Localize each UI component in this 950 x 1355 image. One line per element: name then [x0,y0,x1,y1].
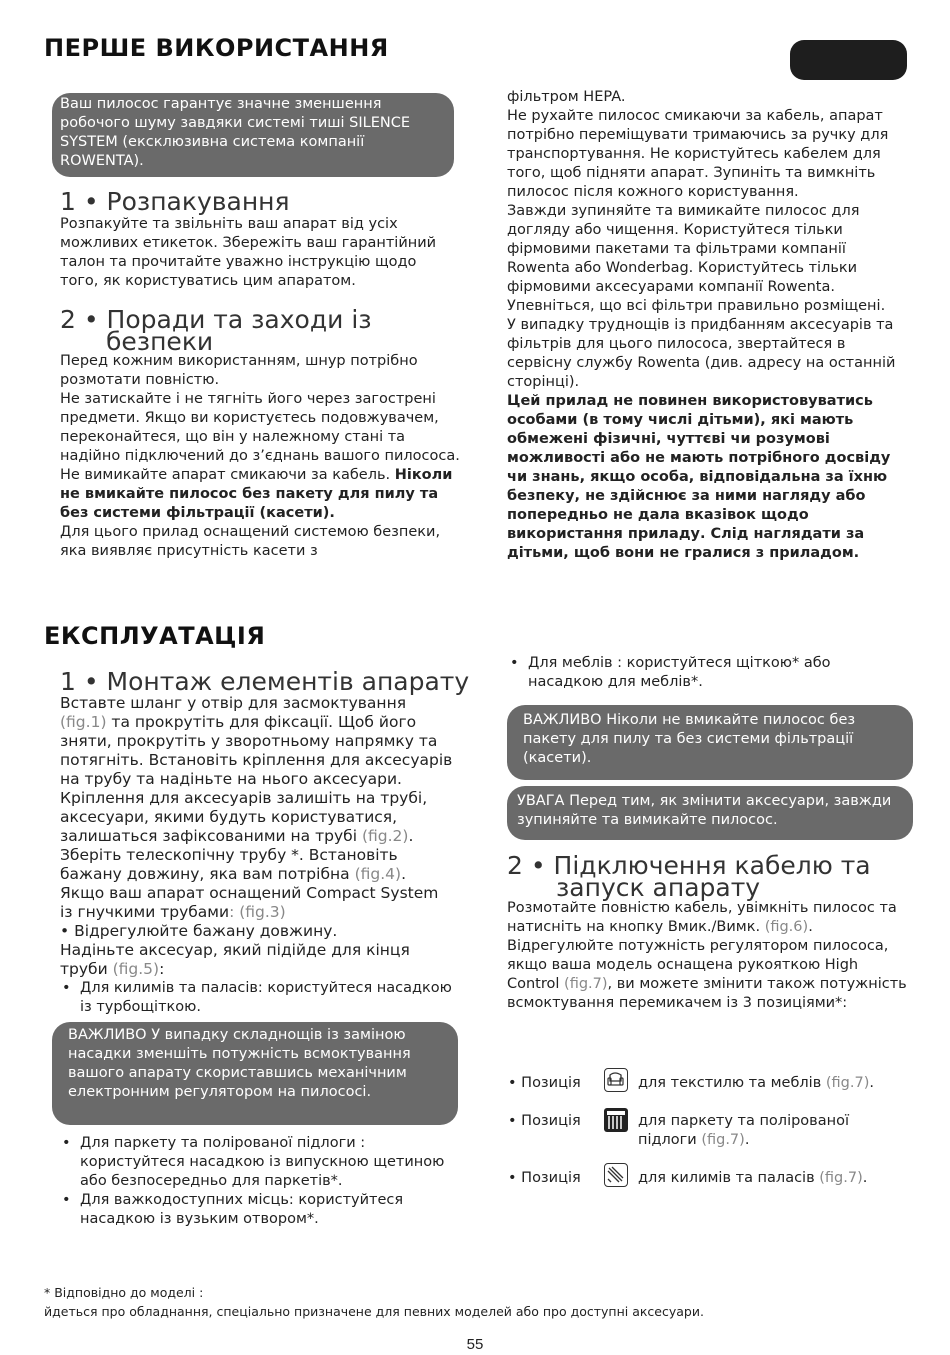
assembly-t5: . [401,865,406,883]
parquet-brush-icon [604,1108,628,1132]
safety-heading-line2: безпеки [106,327,214,356]
position-desc: для килимів та паласів [638,1170,820,1186]
safety-p3-normal: Не вимикайте апарат смикаючи за кабель. [60,467,395,483]
bullet-text: Для меблів : користуйтеся щіткою* або насадкою для меблів*. [528,655,831,690]
safety-p4: Для цього прилад оснащений системою безпеки, яка виявляє присутність касети з [60,524,441,559]
fig-ref: (fig.4) [354,865,402,883]
safety-p3-bold: Ніколи не вмикайте пилосос без пакету для пилу та без системи фільтрації (касети). [60,467,453,521]
cable-heading-line1: 2 • Підключення кабелю та [507,851,871,880]
bullet-parquet: • Для паркету та полірованої підлоги : користуйтеся насадкою із випускною щетиною або безпосередньо для паркетів*. [62,1135,445,1189]
assembly-t2: та прокрутіть для фіксації. Щоб його зняти, прокрутіть у зворотньому напрямку та потягніть. Встановіть кріплення для аксесуарів на трубу та надіньте на нього аксесуари. Кріплення для аксесуарів залишіть на трубі, аксесуари, якими будуть користуватися, залишаться зафіксованими на трубі [60,713,453,845]
furniture-bullet-wrap [508,654,903,692]
assembly-t4: Зберіть телескопічну трубу *. Встановіть бажану довжину, яка вам потрібна [60,846,398,883]
first-use-right-text [507,88,907,563]
fig-ref: (fig.7) [819,1170,863,1186]
cable-p2 [507,937,912,1013]
fig-ref: : (fig.3) [229,903,286,921]
position-label: • Позиція [508,1170,581,1186]
safety-p2: Не затискайте і не тягніть його через загострені предмети. Якщо ви користуєтесь подовжувачем, переконайтеся, що він у належному стані та надійно підключений до з’єднань вашого пилососа. [60,391,460,464]
position-row-carpet [508,1169,918,1188]
position-row-textile [508,1074,918,1093]
right-p6-warning: Цей прилад не повинен використовуватись особами (в тому числі дітьми), які мають обмежені фізичні, чуттєві чи розумові можливості або не мають потрібного досвіду чи знань, якщо особа, відповідальна за їхню безпеку, не здійснює за ними нагляду або попередньо не дала вказівок щодо використання приладу. Слід наглядати за дітьми, щоб вони не гралися з приладом. [507,393,891,561]
cable-t3: Відрегулюйте потужність регулятором пилососа, якщо ваша модель оснащена рукояткою High Control [507,938,889,992]
unpack-text: Розпакуйте та звільніть ваш апарат від усіх можливих етикеток. Збережіть ваш гарантійний талон та прочитайте уважно інструкцію щодо того, як користуватись цим апаратом. [60,216,437,289]
fig-ref: (fig.5) [112,960,160,978]
assembly-t9: : [159,960,165,978]
assembly-text [60,694,455,1017]
section-title-first-use: ПЕРШЕ ВИКОРИСТАННЯ [44,34,389,62]
bullet-text: Для паркету та полірованої підлоги : користуйтеся насадкою із випускною щетиною або безпосередньо для паркетів*. [80,1135,445,1189]
safety-heading-line1: 2 • Поради та заходи із [60,305,372,334]
right-p2: Не рухайте пилосос смикаючи за кабель, апарат потрібно переміщувати тримаючись за ручку для транспортування. Не користуйтесь кабелем для того, щоб підняти апарат. Зупиніть та вимкніть пилосос після кожного користування. [507,108,889,200]
assembly-t1: Вставте шланг у отвір для засмоктування [60,694,407,712]
right-p1: фільтром HEPA. [507,89,626,105]
footnote-1: * Відповідно до моделі : [44,1285,204,1300]
bullet-furniture: • Для меблів : користуйтеся щіткою* або насадкою для меблів*. [510,655,831,690]
unpack-heading: 1 • Розпакування [60,187,290,216]
important-box-nozzle: ВАЖЛИВО У випадку складнощів із заміною насадки зменшіть потужність всмоктування вашого апарату скориставшись механічним електронним регулятором на пилососі. [52,1022,458,1125]
important-box-no-bag: ВАЖЛИВО Ніколи не вмикайте пилосос без пакету для пилу та без системи фільтрації (касети). [507,705,913,780]
bullet-text: Для важкодоступних місць: користуйтеся насадкою із вузьким отвором*. [80,1192,404,1227]
position-end: . [744,1132,750,1148]
assembly-p2 [60,846,455,884]
assembly-t8: Надіньте аксесуар, який підійде для кінця труби [60,941,410,978]
cable-t2: . [808,919,813,935]
assembly-t6: Якщо ваш апарат оснащений Compact System із гнучкими трубами [60,884,439,921]
cable-t1: Розмотайте повністю кабель, увімкніть пилосос та натисніть на кнопку Вмик./Вимк. [507,900,897,935]
assembly-t3: . [408,827,414,845]
carpet-icon [604,1163,628,1187]
assembly-p4: • Відрегулюйте бажану довжину. [60,922,338,940]
assembly-bullets [60,1134,455,1229]
position-desc: для текстилю та меблів [638,1075,826,1091]
cable-heading-line2: запуск апарату [556,873,761,902]
fig-ref: (fig.2) [361,827,409,845]
position-end: . [862,1170,868,1186]
position-end: . [869,1075,874,1091]
position-row-parquet [508,1112,918,1148]
fig-ref: (fig.7) [825,1075,870,1091]
fig-ref: (fig.1) [60,713,107,731]
safety-p3 [60,466,460,523]
position-desc: для паркету та полірованої підлоги [638,1113,849,1148]
right-p5: У випадку труднощів із придбанням аксесуарів та фільтрів для цього пилососа, звертайтеся в сервісну службу Rowenta (див. адресу на останній сторінці). [507,317,896,390]
cable-p1 [507,899,912,937]
footnote-2: йдеться про обладнання, спеціально призначене для певних моделей або про доступні аксесуари. [44,1304,704,1319]
position-text [638,1112,898,1150]
bullet-text: Для килимів та паласів: користуйтеся насадкою із турбощіткою. [80,980,452,1015]
position-label: • Позиція [508,1075,581,1091]
language-tab [790,40,907,80]
position-text [638,1074,874,1093]
bullet-narrow: • Для важкодоступних місць: користуйтеся насадкою із вузьким отвором*. [62,1192,404,1227]
assembly-p3 [60,884,455,922]
intro-info-box: Ваш пилосос гарантує значне зменшення робочого шуму завдяки системі тиші SILENCE SYSTEM (ексклюзивна система компанії ROWENTA). [52,93,454,177]
cable-t4: , ви можете змінити також потужність всмоктування перемикачем із 3 позиціями*: [507,976,907,1011]
armchair-icon [604,1068,628,1092]
position-text [638,1169,867,1188]
page-number: 55 [466,1336,484,1353]
position-label: • Позиція [508,1113,581,1129]
fig-ref: (fig.6) [764,919,809,935]
safety-p1: Перед кожним використанням, шнур потрібно розмотати повністю. [60,353,418,388]
assembly-p1 [60,694,455,846]
right-p3: Завжди зупиняйте та вимикайте пилосос для догляду або чищення. Користуйтеся тільки фірмовими пакетами та фільтрами компанії Rowenta або Wonderbag. Користуйтесь тільки фірмовими аксесуарами компанії Rowenta. [507,203,860,295]
assembly-heading: 1 • Монтаж елементів апарату [60,667,470,696]
right-p4: Упевніться, що всі фільтри правильно розміщені. [507,298,886,314]
cable-text [507,899,912,1013]
bullet-carpet: • Для килимів та паласів: користуйтеся насадкою із турбощіткою. [62,980,452,1015]
safety-text [60,352,460,561]
section-title-operation: ЕКСПЛУАТАЦІЯ [44,622,266,650]
warning-box: УВАГА Перед тим, як змінити аксесуари, завжди зупиняйте та вимикайте пилосос. [507,786,913,840]
assembly-p5 [60,941,455,979]
fig-ref: (fig.7) [564,976,608,992]
fig-ref: (fig.7) [701,1132,745,1148]
